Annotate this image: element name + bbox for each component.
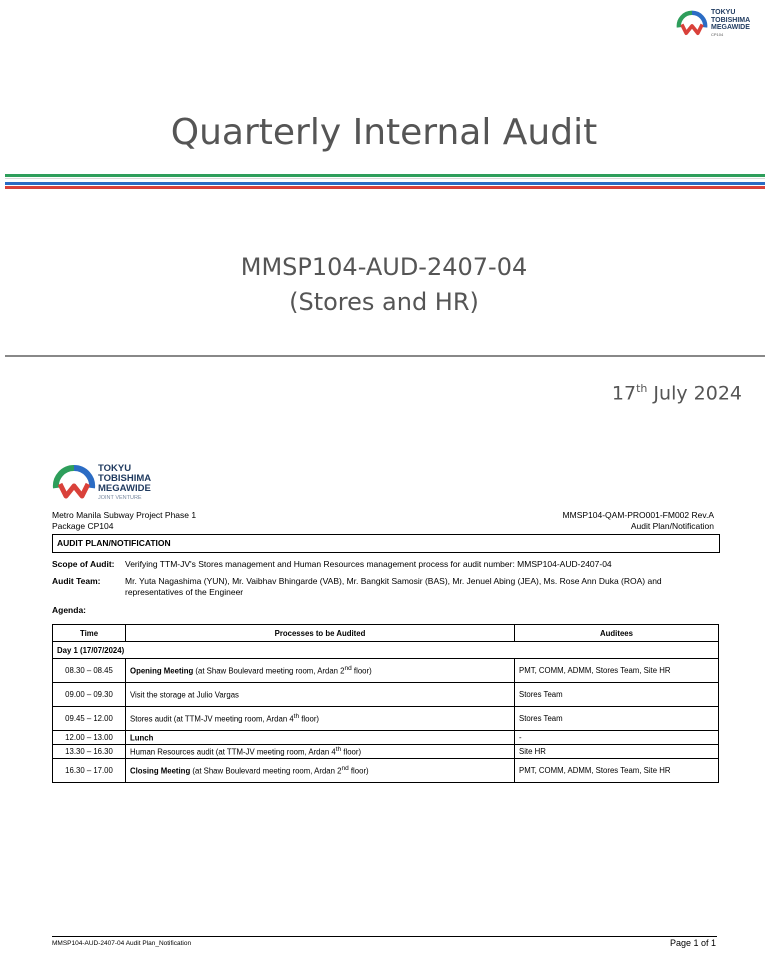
process-text: (at Shaw Boulevard meeting room, Ardan 2 — [190, 766, 342, 776]
auditees-cell: Stores Team — [515, 683, 719, 707]
process-cell — [126, 731, 515, 745]
time-cell: 12.00 – 13.00 — [53, 731, 126, 745]
table-row — [53, 759, 719, 783]
table-row — [53, 731, 719, 745]
process-bold: Closing Meeting — [130, 766, 191, 776]
document-date: 17th July 2024 — [611, 382, 742, 405]
process-text: Human Resources audit (at TTM-JV meeting room, Ardan 4 — [130, 747, 336, 757]
process-tail: floor) — [299, 714, 320, 724]
time-cell: 09.45 – 12.00 — [53, 707, 126, 731]
process-cell — [126, 683, 515, 707]
page-title: Quarterly Internal Audit — [170, 112, 598, 153]
project-name: Metro Manila Subway Project Phase 1 — [52, 510, 197, 520]
brand-stripes — [5, 174, 765, 191]
logo-sub: CP104 — [711, 32, 724, 37]
scope-label: Scope of Audit: — [52, 559, 115, 569]
project-info — [52, 510, 196, 531]
document-number-block — [0, 250, 768, 320]
process-tail: floor) — [351, 666, 372, 676]
logo-line-1: TOKYU — [711, 9, 736, 16]
divider — [5, 355, 765, 357]
process-sup: th — [293, 713, 300, 721]
document-subtitle: (Stores and HR) — [289, 288, 479, 316]
table-header-auditees: Auditees — [515, 625, 719, 642]
scope-value: Verifying TTM-JV's Stores management and Human Resources management process for audit number: MMSP104-AUD-2407-04 — [125, 559, 612, 569]
logo-line-2: TOBISHIMA — [711, 16, 751, 24]
table-header-process: Processes to be Audited — [126, 625, 515, 642]
form-name: Audit Plan/Notification — [630, 520, 714, 531]
process-bold: Lunch — [130, 733, 154, 743]
logo-line-1: TOKYU — [98, 463, 132, 474]
logo-mark-icon — [676, 8, 708, 38]
auditees-cell: PMT, COMM, ADMM, Stores Team, Site HR — [515, 659, 719, 683]
table-row — [53, 683, 719, 707]
process-bold: Opening Meeting — [130, 666, 194, 676]
table-header-time: Time — [53, 625, 126, 642]
day-row: Day 1 (17/07/2024) — [53, 642, 719, 659]
logo-sub: JOINT VENTURE — [98, 495, 142, 501]
process-text: Stores audit (at TTM-JV meeting room, Ardan 4 — [130, 714, 294, 724]
time-cell: 13.30 – 16.30 — [53, 745, 126, 759]
process-tail: floor) — [341, 747, 362, 757]
page-number: Page 1 of 1 — [669, 938, 716, 948]
form-reference — [563, 510, 714, 531]
auditees-cell: Site HR — [515, 745, 719, 759]
form-ref: MMSP104-QAM-PRO001-FM002 Rev.A — [562, 510, 714, 520]
team-label: Audit Team: — [52, 576, 101, 586]
logo-line-3: MEGAWIDE — [98, 483, 151, 494]
table-row — [53, 659, 719, 683]
process-sup: th — [335, 746, 342, 754]
team-value: Mr. Yuta Nagashima (YUN), Mr. Vaibhav Bhingarde (VAB), Mr. Bangkit Samosir (BAS), Mr. Jenuel Abing (JEA), Ms. Rose Ann Duka (ROA) and representatives of the Engineer — [125, 576, 662, 597]
logo-line-3: MEGAWIDE — [711, 24, 750, 31]
auditees-cell: - — [515, 731, 719, 745]
auditees-cell: Stores Team — [515, 707, 719, 731]
package-name: Package CP104 — [52, 520, 114, 531]
process-sup: nd — [341, 765, 349, 773]
process-tail: floor) — [348, 766, 369, 776]
footer-doc-ref: MMSP104-AUD-2407-04 Audit Plan_Notification — [52, 940, 192, 947]
time-cell: 09.00 – 09.30 — [53, 683, 126, 707]
process-cell — [126, 707, 515, 731]
time-cell: 08.30 – 08.45 — [53, 659, 126, 683]
auditees-cell: PMT, COMM, ADMM, Stores Team, Site HR — [515, 759, 719, 783]
time-cell: 16.30 – 17.00 — [53, 759, 126, 783]
process-cell — [126, 759, 515, 783]
process-cell — [126, 659, 515, 683]
document-number: MMSP104-AUD-2407-04 — [240, 253, 528, 281]
company-logo-header — [676, 6, 760, 40]
process-text: Visit the storage at Julio Vargas — [130, 690, 239, 700]
agenda-label: Agenda: — [52, 605, 86, 615]
process-text: (at Shaw Boulevard meeting room, Ardan 2 — [193, 666, 345, 676]
table-row — [53, 707, 719, 731]
company-logo-sheet — [52, 462, 162, 504]
footer-divider — [52, 936, 717, 937]
section-title: AUDIT PLAN/NOTIFICATION — [52, 534, 720, 553]
process-cell — [126, 745, 515, 759]
logo-mark-icon — [52, 462, 96, 502]
process-sup: nd — [344, 665, 352, 673]
table-row — [53, 745, 719, 759]
logo-line-2: TOBISHIMA — [98, 473, 152, 484]
agenda-table — [52, 624, 719, 783]
